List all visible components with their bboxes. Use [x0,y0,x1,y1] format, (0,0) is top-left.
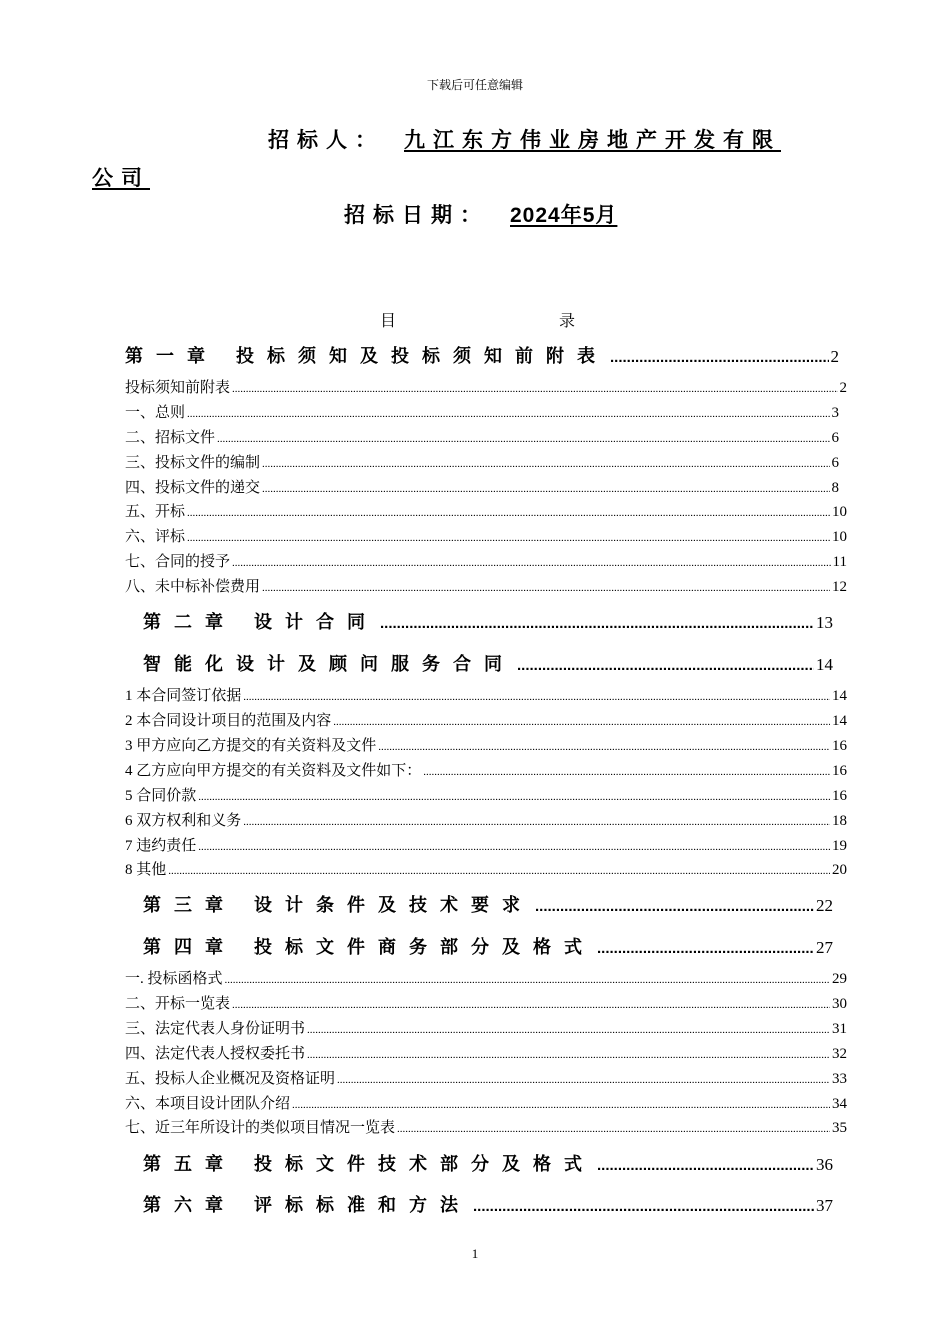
toc-entry[interactable]: 六、评标 ..... 10 [125,525,847,546]
tenderer-name-line1: 九江东方伟业房地产开发有限 [404,129,781,152]
toc-entry[interactable]: 一、总则 ..... 3 [125,401,839,422]
toc-entry[interactable]: 二、招标文件 ..... 6 [125,426,839,447]
toc-entry[interactable]: 二、开标一览表 ..... 30 [125,992,847,1013]
toc-entry[interactable]: 2 本合同设计项目的范围及内容 ..... 14 [125,709,847,730]
toc-entry[interactable]: 6 双方权利和义务 ..... 18 [125,809,847,830]
toc-title-left: 目 [380,313,397,330]
toc-entry[interactable]: 三、投标文件的编制 ..... 6 [125,451,839,472]
toc-entry[interactable]: 五、开标 ..... 10 [125,500,847,521]
toc-entry-chapter-5[interactable]: 第五章 投标文件技术部分及格式 ..... 36 [143,1150,833,1176]
toc-entry-chapter-3[interactable]: 第三章 设计条件及技术要求 ..... 22 [143,891,833,917]
toc-entry[interactable]: 4 乙方应向甲方提交的有关资料及文件如下： ..... 16 [125,759,847,780]
toc-entry-chapter-4[interactable]: 第四章 投标文件商务部分及格式 ..... 27 [143,933,833,959]
toc-entry[interactable]: 七、合同的授予 ..... 11 [125,550,847,571]
toc-title-right: 录 [559,313,576,330]
page-number: 1 [471,1246,479,1261]
toc-entry-chapter-6[interactable]: 第六章 评标标准和方法 ..... 37 [143,1191,833,1217]
toc-entry-contract[interactable]: 智能化设计及顾问服务合同 ..... 14 [143,650,833,676]
toc-entry[interactable]: 5 合同价款 ..... 16 [125,784,847,805]
toc-entry[interactable]: 3 甲方应向乙方提交的有关资料及文件 ..... 16 [125,734,847,755]
toc-entry[interactable]: 投标须知前附表 ..... 2 [125,376,847,397]
header-note: 下载后可任意编辑 [426,78,523,92]
toc-entry-chapter-2[interactable]: 第二章 设计合同 ..... 13 [143,608,833,634]
toc-entry[interactable]: 五、投标人企业概况及资格证明 ..... 33 [125,1067,847,1088]
tenderer-label: 招标人： [268,129,384,152]
toc-entry[interactable]: 八、未中标补偿费用 ..... 12 [125,575,847,596]
toc-entry[interactable]: 一. 投标函格式 ..... 29 [125,967,847,988]
toc-title [380,308,575,331]
tender-date-value: 2024年5月 [510,204,618,227]
toc-entry[interactable]: 六、本项目设计团队介绍 ..... 34 [125,1092,847,1113]
toc-entry[interactable]: 8 其他 ..... 20 [125,858,847,879]
toc-entry[interactable]: 四、投标文件的递交 ..... 8 [125,476,839,497]
toc-entry-chapter-1[interactable]: 第一章 投标须知及投标须知前附表 ..... 2 [125,342,839,368]
toc-entry[interactable]: 1 本合同签订依据 ..... 14 [125,684,847,705]
toc-entry[interactable]: 三、法定代表人身份证明书 ..... 31 [125,1017,847,1038]
tenderer-name-line2: 公司 [92,167,150,190]
toc-entry[interactable]: 四、法定代表人授权委托书 ..... 32 [125,1042,847,1063]
toc-entry[interactable]: 七、近三年所设计的类似项目情况一览表 ..... 35 [125,1116,847,1137]
tender-date-label: 招标日期： [344,204,489,227]
toc-entry[interactable]: 7 违约责任 ..... 19 [125,834,847,855]
